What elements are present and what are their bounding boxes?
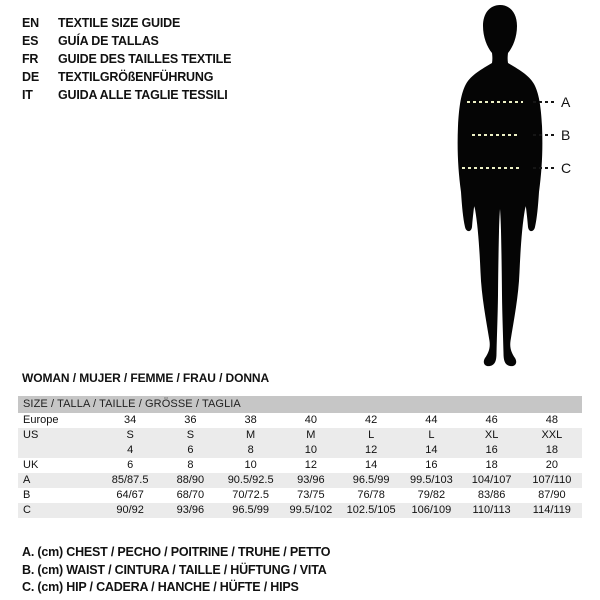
table-cell: 18 [485,459,498,471]
table-cell: 44 [425,414,438,426]
table-cell: 85/87.5 [111,474,149,486]
table-cell: 79/82 [417,489,446,501]
measure-label-c: C [561,160,572,176]
legend-waist: B. (cm) WAIST / CINTURA / TAILLE / HÜFTUNG / VITA [22,562,327,577]
table-cell: 16 [485,444,498,456]
table-cell: L [368,429,375,441]
language-code: DE [22,70,39,84]
legend-hip: C. (cm) HIP / CADERA / HANCHE / HÜFTE / HIPS [22,580,299,594]
hip-line-on-body [462,167,520,169]
hip-line-leader [533,167,554,169]
guide-title: GUIDE DES TAILLES TEXTILE [58,52,232,66]
measurement-legend [22,544,330,597]
table-cell: 64/67 [116,489,144,501]
table-row-waist-b [18,488,582,503]
table-cell: L [428,429,435,441]
table-row-us-numeric [18,443,582,458]
table-cell: 14 [365,459,378,471]
table-cell: 107/110 [532,474,572,486]
table-cell: 4 [127,444,134,456]
table-cell: 90.5/92.5 [227,474,274,486]
table-cell: 46 [485,414,498,426]
waist-line-leader [533,134,554,136]
table-cell: S [186,429,195,441]
table-cell: 14 [425,444,438,456]
woman-silhouette-figure [425,2,575,370]
table-cell: 96.5/99 [352,474,390,486]
table-cell: 36 [184,414,197,426]
table-cell: M [306,429,316,441]
table-cell: 70/72.5 [232,489,269,501]
table-row-us [18,428,582,443]
language-code: FR [22,52,39,66]
table-cell: 38 [244,414,257,426]
row-label: US [23,429,39,441]
table-cell: XL [484,429,499,441]
table-cell: 93/96 [297,474,325,486]
guide-title: TEXTILGRÖßENFÜHRUNG [58,70,214,84]
row-label: C [23,504,31,516]
table-cell: 8 [187,459,194,471]
row-label: Europe [23,414,59,426]
table-cell: 106/109 [411,504,452,516]
table-cell: XXL [541,429,563,441]
table-cell: 87/90 [538,489,566,501]
table-cell: 12 [304,459,317,471]
table-cell: 68/70 [176,489,205,501]
table-cell: 99.5/103 [409,474,453,486]
language-code: EN [22,16,39,30]
language-row [22,68,231,86]
row-label: UK [23,459,39,471]
table-row-hip-c [18,503,582,518]
size-table [18,396,582,518]
table-cell: 6 [187,444,194,456]
table-cell: 34 [124,414,137,426]
chest-line-leader [533,101,554,103]
language-row [22,50,231,68]
waist-line-on-body [472,134,520,136]
table-cell: 16 [425,459,438,471]
language-row [22,32,231,50]
table-cell: 104/107 [471,474,512,486]
table-cell: 12 [365,444,378,456]
language-row [22,86,231,104]
table-cell: 42 [365,414,378,426]
table-cell: 18 [545,444,558,456]
row-label [18,443,100,458]
table-cell: 73/75 [297,489,325,501]
language-code: ES [22,34,39,48]
guide-title: GUÍA DE TALLAS [58,34,159,48]
table-cell: 83/86 [477,489,506,501]
row-label: B [23,489,31,501]
language-row [22,14,231,32]
legend-chest: A. (cm) CHEST / PECHO / POITRINE / TRUHE / PETTO [22,545,331,559]
table-cell: 48 [545,414,558,426]
measure-label-b: B [561,127,571,143]
table-cell: 110/113 [472,504,511,516]
table-cell: 90/92 [116,504,144,516]
table-cell: 10 [244,459,257,471]
language-title-list [22,14,231,104]
table-cell: 102.5/105 [346,504,396,516]
woman-silhouette-svg [425,2,575,370]
table-cell: 99.5/102 [289,504,333,516]
table-cell: 88/90 [176,474,205,486]
row-label: A [23,474,31,486]
section-title-woman: WOMAN / MUJER / FEMME / FRAU / DONNA [22,371,270,385]
language-code: IT [22,88,33,102]
table-cell: M [246,429,256,441]
guide-title: GUIDA ALLE TAGLIE TESSILI [58,88,228,102]
table-row-chest-a [18,473,582,488]
table-cell: 93/96 [176,504,205,516]
table-cell: 20 [545,459,558,471]
table-row-europe [18,413,582,428]
table-cell: 6 [127,459,134,471]
table-cell: S [126,429,134,441]
guide-title: TEXTILE SIZE GUIDE [58,16,181,30]
table-cell: 114/119 [532,504,571,516]
table-cell: 40 [304,414,317,426]
chest-line-on-body [467,101,523,103]
table-cell: 76/78 [357,489,385,501]
table-cell: 10 [304,444,317,456]
table-cell: 96.5/99 [232,504,269,516]
measure-label-a: A [561,94,571,110]
size-table-header: SIZE / TALLA / TAILLE / GRÖSSE / TAGLIA [18,396,582,413]
table-row-uk [18,458,582,473]
table-cell: 8 [247,444,254,456]
